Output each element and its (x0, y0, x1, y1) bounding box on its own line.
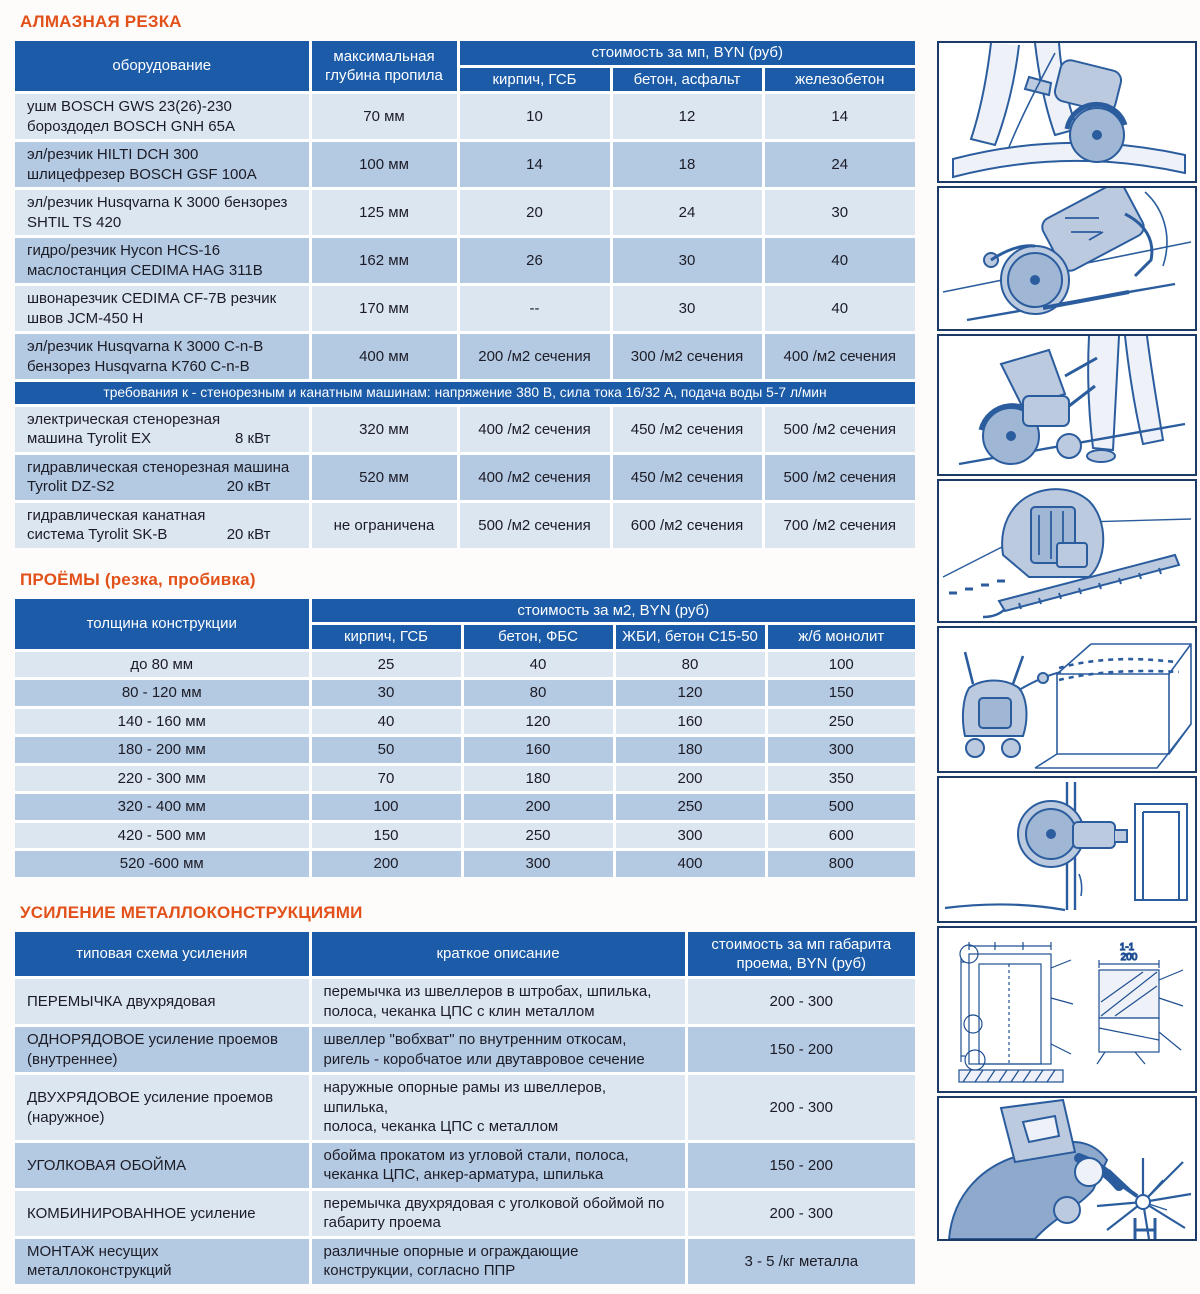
price-cell: 40 (763, 285, 915, 333)
table-row (15, 679, 915, 708)
price-cell: 500 /м2 сечения (458, 501, 611, 548)
equipment-cell: швонарезчик CEDIMA CF-7B резчик швов JCM-450 Н (15, 285, 310, 333)
col-header-price-group-m2: стоимость за м2, BYN (руб) (310, 599, 915, 624)
welder-with-sparks-icon (939, 1098, 1195, 1239)
floor-saw-rolling-icon (939, 188, 1195, 329)
price-cell: 300 (614, 821, 766, 850)
col-header-thickness: толщина конструкции (15, 599, 310, 651)
price-cell: 30 (310, 679, 462, 708)
depth-cell: 162 мм (310, 237, 458, 285)
price-cell: 200 (310, 850, 462, 877)
price-cell: 300 (766, 736, 915, 765)
price-cell: 120 (614, 679, 766, 708)
price-cell: 300 (462, 850, 614, 877)
price-cell: 400 /м2 сечения (458, 453, 611, 501)
price-cell: 14 (763, 93, 915, 141)
panel-wall-mounted-saw (937, 776, 1197, 923)
equipment-cell: гидравлическая стенорезная машина Tyrolit DZ-S2 20 кВт (15, 453, 310, 501)
reinforcement-technical-drawing-icon (939, 928, 1195, 1091)
section-title-diamond-cutting: АЛМАЗНАЯ РЕЗКА (20, 12, 182, 31)
scheme-cell: УГОЛКОВАЯ ОБОЙМА (15, 1141, 310, 1189)
price-cell: 400 /м2 сечения (763, 333, 915, 381)
description-cell: швеллер "вобхват" по внутренним откосам, ригель - коробчатое или двутавровое сечение (310, 1026, 686, 1074)
price-cell: 500 /м2 сечения (763, 405, 915, 453)
price-cell: 100 (766, 650, 915, 679)
price-cell: 80 (614, 650, 766, 679)
table-row (15, 707, 915, 736)
price-cell: 600 (766, 821, 915, 850)
equipment-cell: ушм BOSCH GWS 23(26)-230 бороздодел BOSCH GNH 65A (15, 93, 310, 141)
thickness-cell: 180 - 200 мм (15, 736, 310, 765)
table-row (15, 821, 915, 850)
table-row (15, 405, 915, 453)
price-cell: 600 /м2 сечения (611, 501, 763, 548)
drawing-dim-label: 200 (1120, 952, 1138, 963)
price-cell: 20 (458, 189, 611, 237)
price-cell: 25 (310, 650, 462, 679)
equipment-cell: электрическая стенорезная машина Tyrolit EX 8 кВт (15, 405, 310, 453)
table-row (15, 453, 915, 501)
price-cell: 150 - 200 (686, 1026, 915, 1074)
thickness-cell: 320 - 400 мм (15, 793, 310, 822)
price-cell: 150 (766, 679, 915, 708)
scheme-cell: КОМБИНИРОВАННОЕ усиление (15, 1189, 310, 1237)
col-header-monolith: ж/б монолит (766, 624, 915, 651)
depth-cell: 70 мм (310, 93, 458, 141)
panel-floor-saw (937, 186, 1197, 331)
price-cell: 30 (611, 285, 763, 333)
depth-cell: 400 мм (310, 333, 458, 381)
col-header-brick: кирпич, ГСБ (458, 66, 611, 93)
equipment-cell: эл/резчик HILTI DCH 300 шлицефрезер BOSCH GSF 100A (15, 141, 310, 189)
equipment-cell: гидравлическая канатная система Tyrolit SK-B 20 кВт (15, 501, 310, 548)
col-header-scheme: типовая схема усиления (15, 932, 310, 978)
description-cell: различные опорные и ограждающие конструкции, согласно ППР (310, 1237, 686, 1284)
col-header-price-group: стоимость за мп, BYN (руб) (458, 41, 915, 66)
thickness-cell: 140 - 160 мм (15, 707, 310, 736)
price-cell: 120 (462, 707, 614, 736)
price-cell: 40 (763, 237, 915, 285)
price-cell: 3 - 5 /кг металла (686, 1237, 915, 1284)
table-row (15, 978, 915, 1026)
scheme-cell: ДВУХРЯДОВОЕ усиление проемов (наружное) (15, 1074, 310, 1142)
price-cell: 250 (766, 707, 915, 736)
panel-wall-saw-track (937, 479, 1197, 623)
depth-cell: 100 мм (310, 141, 458, 189)
price-cell: 18 (611, 141, 763, 189)
requirements-band: требования к - стенорезным и канатным машинам: напряжение 380 В, сила тока 16/32 А, подача воды 5-7 л/мин (15, 381, 915, 406)
scheme-cell: ПЕРЕМЫЧКА двухрядовая (15, 978, 310, 1026)
table-row (15, 793, 915, 822)
price-cell: 450 /м2 сечения (611, 453, 763, 501)
diamond-cutting-table (15, 41, 915, 548)
equipment-cell: эл/резчик Husqvarna К 3000 C-n-B бензорез Husqvarna K760 C-n-B (15, 333, 310, 381)
price-cell: 450 /м2 сечения (611, 405, 763, 453)
price-cell: 26 (458, 237, 611, 285)
depth-cell: 520 мм (310, 453, 458, 501)
col-header-equipment: оборудование (15, 41, 310, 93)
price-cell: 160 (462, 736, 614, 765)
price-cell: 160 (614, 707, 766, 736)
panel-handheld-cutoff-saw (937, 41, 1197, 183)
col-header-brick-gsb: кирпич, ГСБ (310, 624, 462, 651)
description-cell: наружные опорные рамы из швеллеров, шпилька, полоса, чеканка ЦПС с металлом (310, 1074, 686, 1142)
col-header-description: краткое описание (310, 932, 686, 978)
col-header-zhbi: ЖБИ, бетон С15-50 (614, 624, 766, 651)
panel-worker-pushing-saw (937, 334, 1197, 476)
equipment-cell: эл/резчик Husqvarna К 3000 бензорез SHTIL TS 420 (15, 189, 310, 237)
col-header-concrete-fbs: бетон, ФБС (462, 624, 614, 651)
price-cell: 150 (310, 821, 462, 850)
price-cell: 180 (614, 736, 766, 765)
wall-mounted-saw-and-door-opening-icon (939, 778, 1195, 921)
price-cell: 800 (766, 850, 915, 877)
price-cell: 40 (462, 650, 614, 679)
price-cell: 200 (614, 764, 766, 793)
depth-cell: 125 мм (310, 189, 458, 237)
price-cell: 700 /м2 сечения (763, 501, 915, 548)
col-header-price-mp: стоимость за мп габарита проема, BYN (руб) (686, 932, 915, 978)
price-cell: 200 /м2 сечения (458, 333, 611, 381)
table-row (15, 650, 915, 679)
price-cell: 400 /м2 сечения (458, 405, 611, 453)
price-cell: 80 (462, 679, 614, 708)
drawing-section-label: 1-1 (1119, 942, 1135, 953)
section-title-openings: ПРОЁМЫ (резка, пробивка) (20, 569, 256, 589)
price-cell: 24 (763, 141, 915, 189)
power-rating: 20 кВт (226, 478, 271, 496)
content-column (15, 12, 917, 1284)
table-row (15, 501, 915, 548)
price-cell: 200 - 300 (686, 1074, 915, 1142)
table-row (15, 333, 915, 381)
depth-cell: 170 мм (310, 285, 458, 333)
table-row (15, 93, 915, 141)
table-row (15, 850, 915, 877)
thickness-cell: до 80 мм (15, 650, 310, 679)
section-title-reinforcement: УСИЛЕНИЕ МЕТАЛЛОКОНСТРУКЦИЯМИ (20, 902, 363, 922)
price-cell: 30 (611, 237, 763, 285)
depth-cell: не ограничена (310, 501, 458, 548)
power-rating: 20 кВт (226, 526, 271, 544)
table-row (15, 736, 915, 765)
description-cell: обойма прокатом из угловой стали, полоса, чеканка ЦПС, анкер-арматура, шпилька (310, 1141, 686, 1189)
table-row (15, 1026, 915, 1074)
price-cell: 200 - 300 (686, 1189, 915, 1237)
price-cell: 12 (611, 93, 763, 141)
equipment-cell: гидро/резчик Hycon HCS-16 маслостанция CEDIMA HAG 311B (15, 237, 310, 285)
thickness-cell: 420 - 500 мм (15, 821, 310, 850)
price-cell: 40 (310, 707, 462, 736)
illustration-column (937, 12, 1197, 1284)
col-header-max-depth: максимальная глубина пропила (310, 41, 458, 93)
wire-saw-with-wireframe-block-icon (939, 628, 1195, 771)
power-rating: 8 кВт (235, 430, 271, 448)
price-cell: 180 (462, 764, 614, 793)
price-cell: 400 (614, 850, 766, 877)
table-row (15, 189, 915, 237)
price-cell: 100 (310, 793, 462, 822)
price-cell: 10 (458, 93, 611, 141)
worker-pushing-cutoff-saw-icon (939, 336, 1195, 474)
price-cell: 30 (763, 189, 915, 237)
description-cell: перемычка двухрядовая с уголковой обоймой по габариту проема (310, 1189, 686, 1237)
wall-saw-on-track-icon (939, 481, 1195, 621)
depth-cell: 320 мм (310, 405, 458, 453)
table-row (15, 285, 915, 333)
table-row (15, 141, 915, 189)
price-cell: 350 (766, 764, 915, 793)
price-cell: 50 (310, 736, 462, 765)
table-row (15, 237, 915, 285)
price-cell: 250 (614, 793, 766, 822)
table-row (15, 1074, 915, 1142)
price-cell: 200 (462, 793, 614, 822)
panel-welder (937, 1096, 1197, 1241)
price-cell: 150 - 200 (686, 1141, 915, 1189)
panel-wire-saw (937, 626, 1197, 773)
description-cell: перемычка из швеллеров в штробах, шпилька, полоса, чеканка ЦПС с клин металлом (310, 978, 686, 1026)
price-cell: 250 (462, 821, 614, 850)
thickness-cell: 520 -600 мм (15, 850, 310, 877)
price-cell: 200 - 300 (686, 978, 915, 1026)
table-row (15, 764, 915, 793)
col-header-concrete: бетон, асфальт (611, 66, 763, 93)
price-cell: 70 (310, 764, 462, 793)
reinforcement-table (15, 932, 915, 1284)
price-cell: 500 (766, 793, 915, 822)
thickness-cell: 80 - 120 мм (15, 679, 310, 708)
handheld-cutoff-saw-cutting-curb-icon (939, 43, 1195, 181)
openings-table (15, 599, 915, 877)
price-cell: 24 (611, 189, 763, 237)
thickness-cell: 220 - 300 мм (15, 764, 310, 793)
panel-technical-drawing (937, 926, 1197, 1093)
col-header-reinforced: железобетон (763, 66, 915, 93)
price-cell: -- (458, 285, 611, 333)
price-cell: 14 (458, 141, 611, 189)
price-cell: 300 /м2 сечения (611, 333, 763, 381)
table-row (15, 1189, 915, 1237)
scheme-cell: ОДНОРЯДОВОЕ усиление проемов (внутреннее) (15, 1026, 310, 1074)
scheme-cell: МОНТАЖ несущих металлоконструкций (15, 1237, 310, 1284)
price-cell: 500 /м2 сечения (763, 453, 915, 501)
table-row (15, 1237, 915, 1284)
table-row (15, 1141, 915, 1189)
